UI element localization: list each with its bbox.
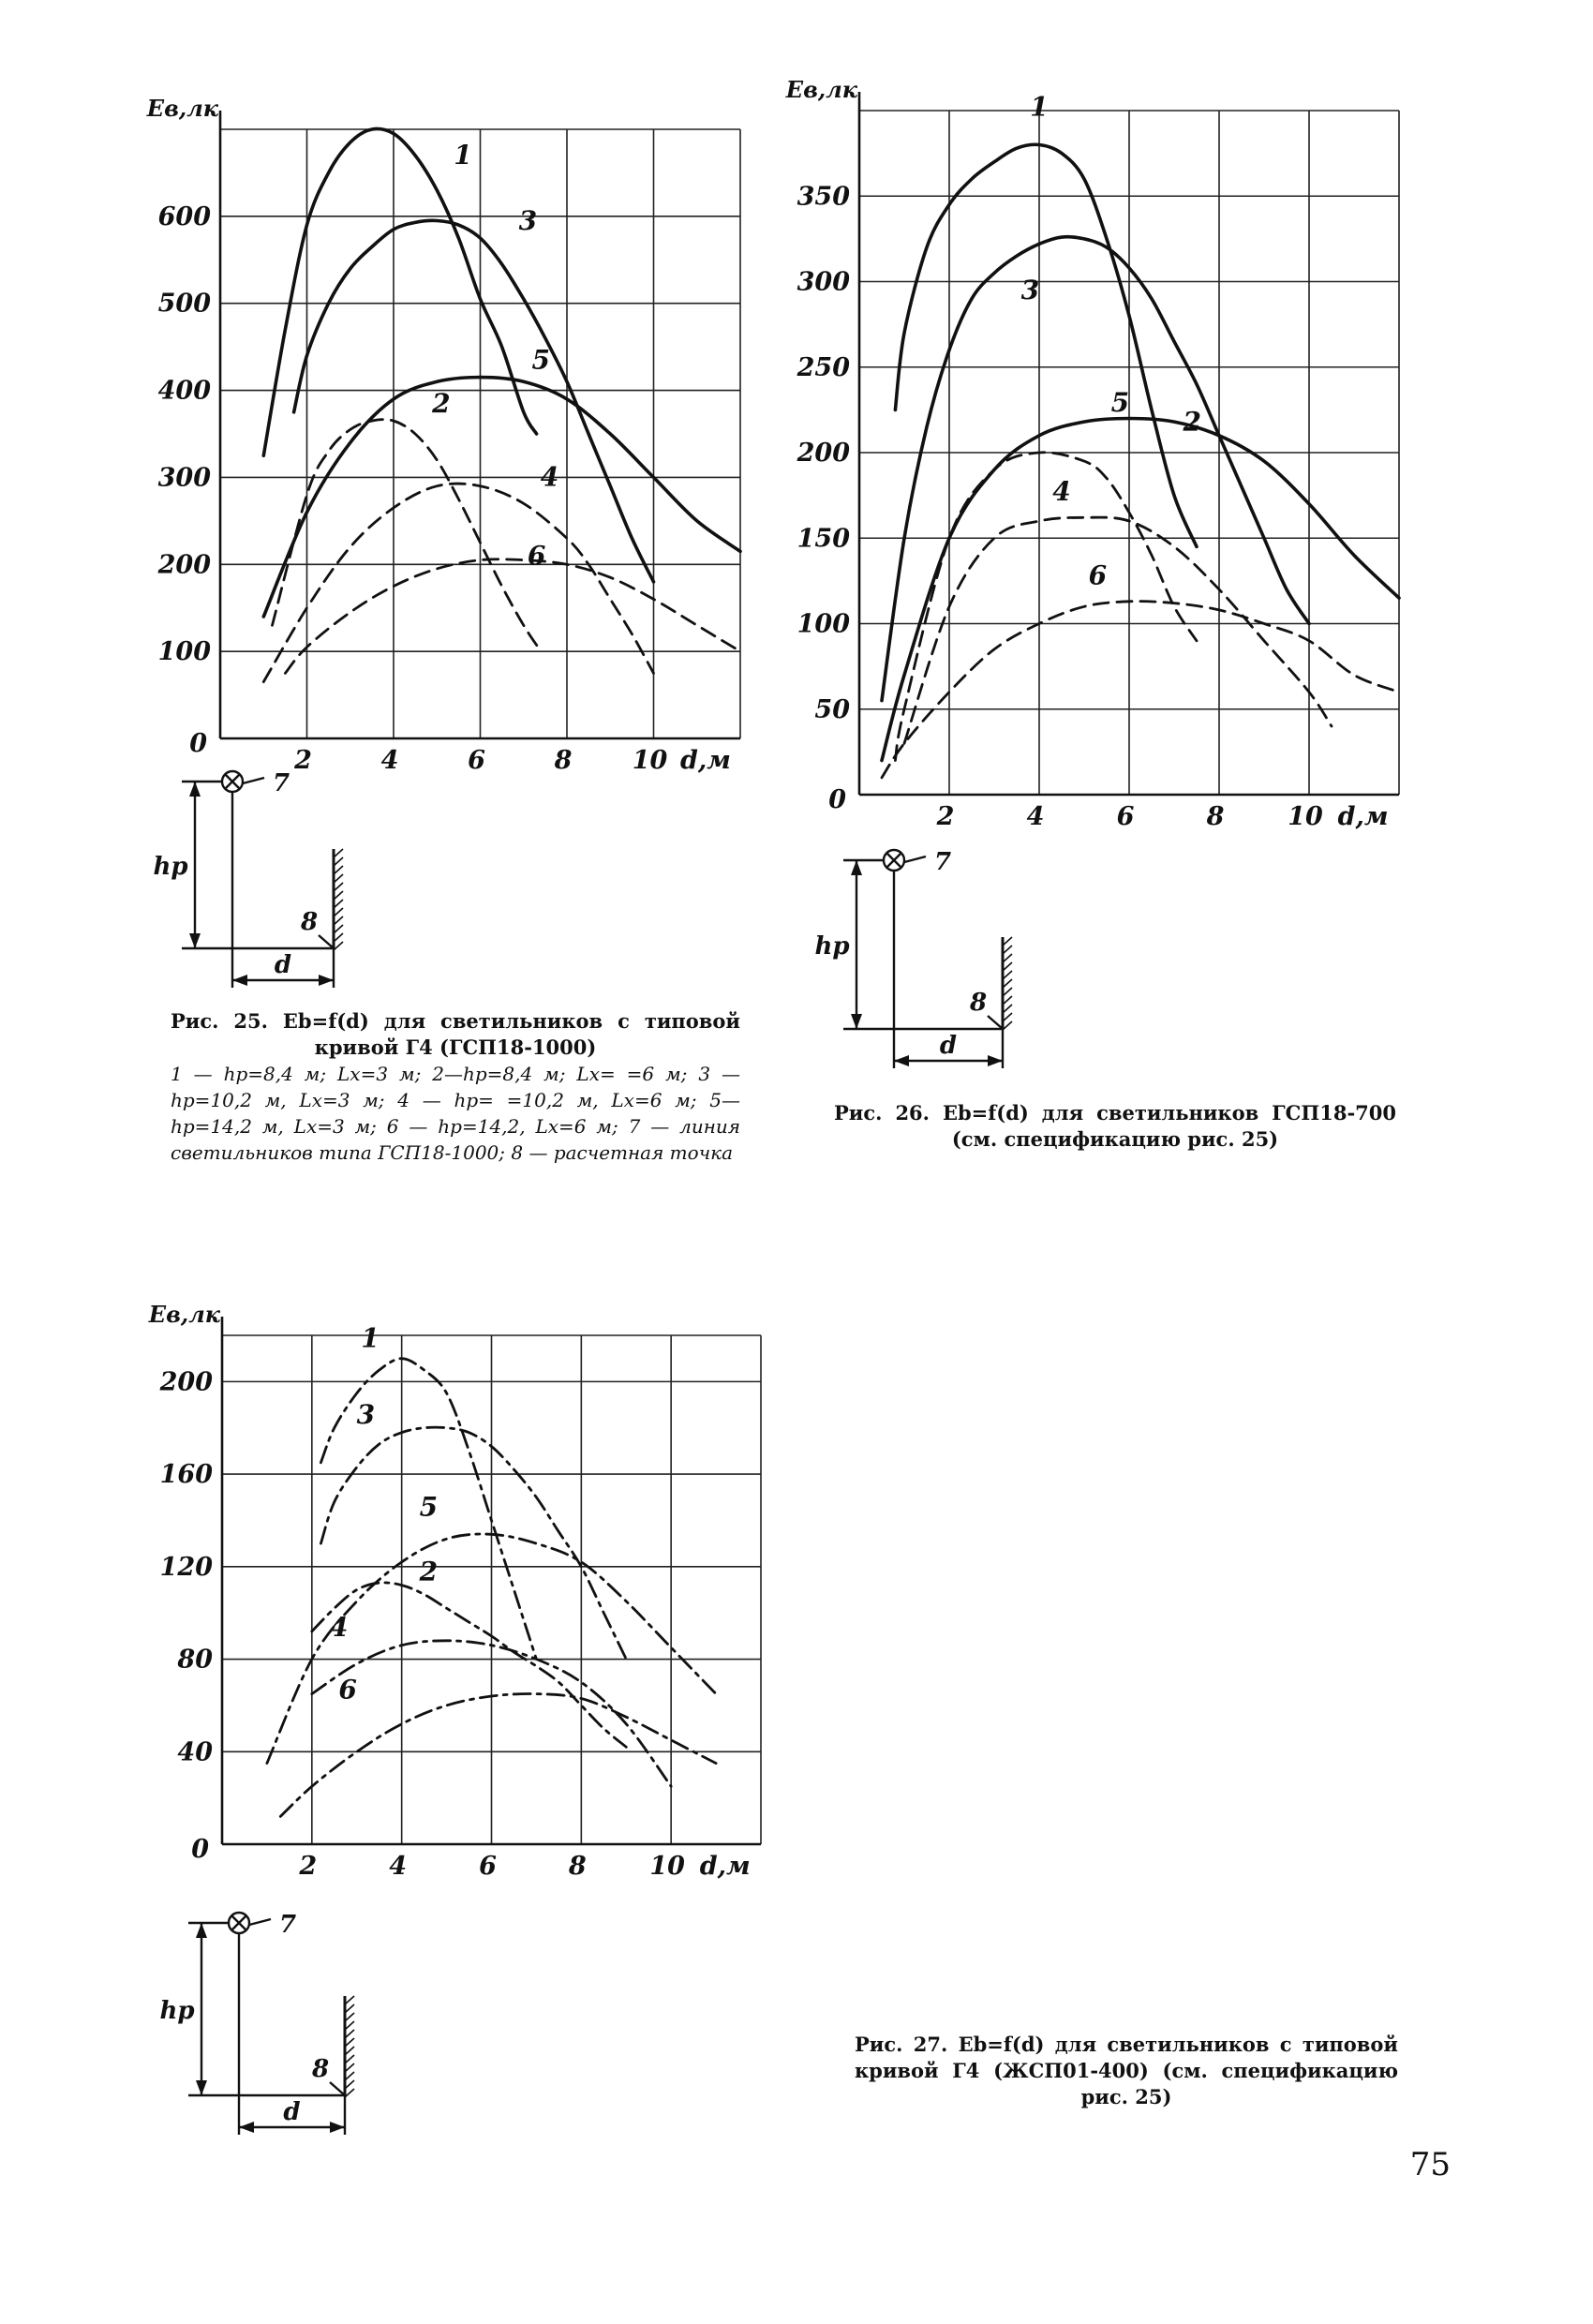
series-line-3 — [294, 220, 654, 582]
x-tick-label-10: 10 — [1288, 802, 1323, 831]
y-tick-label-200: 200 — [159, 1367, 213, 1397]
point-label-8: 8 — [311, 2055, 330, 2083]
y-tick-label-80: 80 — [177, 1645, 213, 1675]
series-label-6: 6 — [527, 540, 546, 572]
series-label-4: 4 — [1052, 476, 1071, 508]
chart-fig25 — [146, 95, 740, 775]
series-line-2 — [273, 420, 542, 651]
lamp-leader — [243, 778, 264, 783]
series-label-1: 1 — [361, 1322, 380, 1354]
y-tick-label-150: 150 — [796, 524, 850, 554]
series-label-3: 3 — [1020, 274, 1040, 305]
point-label-8: 8 — [969, 989, 988, 1017]
hp-arrow-bottom — [851, 1014, 862, 1029]
series-label-1: 1 — [1030, 91, 1049, 123]
y-tick-label-350: 350 — [796, 182, 850, 212]
x-tick-label-10: 10 — [649, 1852, 685, 1881]
x-tick-label-4: 4 — [1026, 802, 1045, 831]
lamp-label-7: 7 — [272, 769, 290, 797]
hp-arrow-top — [851, 860, 862, 875]
series-line-1 — [263, 128, 536, 455]
hp-arrow-bottom — [196, 2080, 207, 2095]
origin-label: 0 — [189, 729, 207, 758]
diagram-fig26 — [814, 848, 1012, 1068]
lamp-label-7: 7 — [278, 1911, 297, 1939]
lamp-leader — [249, 1919, 271, 1925]
x-tick-label-2: 2 — [299, 1852, 318, 1881]
x-axis-label: d,м — [680, 746, 731, 775]
y-tick-label-200: 200 — [157, 550, 211, 580]
x-tick-label-2: 2 — [936, 802, 955, 831]
series-line-3 — [882, 237, 1309, 701]
series-label-1: 1 — [454, 140, 472, 171]
y-axis-label: Eв,лк — [148, 1301, 220, 1328]
point-leader — [319, 935, 334, 948]
diagram-fig25 — [153, 769, 343, 988]
series-label-4: 4 — [540, 461, 559, 493]
origin-label: 0 — [828, 785, 846, 814]
x-tick-label-4: 4 — [380, 746, 399, 775]
d-arrow-right — [988, 1055, 1003, 1066]
lamp-leader — [904, 857, 926, 862]
x-tick-label-10: 10 — [632, 746, 668, 775]
x-tick-label-8: 8 — [568, 1852, 587, 1881]
point-leader — [988, 1016, 1003, 1029]
caption-fig26-title: Рис. 26. Eb=f(d) для светильников ГСП18-700 (см. спецификацию рис. 25) — [834, 1101, 1396, 1151]
caption-fig25-title: Рис. 25. Eb=f(d) для светильников с типовой кривой Г4 (ГСП18-1000) — [171, 1009, 740, 1059]
series-label-2: 2 — [432, 387, 451, 419]
hp-arrow-top — [189, 782, 201, 797]
series-label-6: 6 — [1088, 559, 1108, 591]
series-line-6 — [280, 1694, 716, 1817]
series-line-2 — [895, 453, 1197, 761]
origin-label: 0 — [191, 1835, 209, 1864]
series-label-2: 2 — [1183, 406, 1201, 438]
y-tick-label-100: 100 — [157, 637, 211, 667]
d-arrow-right — [330, 2122, 345, 2133]
y-tick-label-300: 300 — [157, 463, 211, 493]
y-tick-label-100: 100 — [796, 609, 850, 639]
x-axis-label: d,м — [1337, 802, 1389, 831]
caption-fig25-body: 1 — hp=8,4 м; Lx=3 м; 2—hp=8,4 м; Lx= =6 м; 3 — hp=10,2 м, Lx=3 м; 4 — hp= =10,2 м, Lx=6 м; 5—hp=14,2 м, Lx=3 м; 6 — hp=14,2, Lx=6 м; 7 — линия светильников типа ГСП18-1000; 8 — расчетная точка — [171, 1063, 740, 1164]
series-label-4: 4 — [329, 1611, 349, 1643]
caption-fig26 — [834, 1100, 1396, 1153]
series-line-6 — [882, 602, 1399, 778]
gridlines — [859, 111, 1399, 795]
d-arrow-left — [232, 975, 247, 986]
y-tick-label-160: 160 — [159, 1460, 213, 1490]
x-tick-label-8: 8 — [554, 746, 573, 775]
chart-fig26 — [785, 76, 1399, 831]
series-label-2: 2 — [419, 1556, 439, 1587]
point-leader — [330, 2082, 345, 2095]
series-label-5: 5 — [1110, 387, 1130, 419]
y-tick-label-40: 40 — [177, 1737, 213, 1767]
distance-label-d: d — [939, 1032, 958, 1060]
gridlines — [222, 1335, 761, 1844]
series-label-5: 5 — [419, 1491, 439, 1523]
y-tick-label-600: 600 — [157, 201, 211, 231]
series-label-3: 3 — [356, 1398, 376, 1430]
series-label-5: 5 — [531, 344, 550, 376]
series-label-3: 3 — [518, 204, 538, 236]
height-label-hp: hp — [814, 932, 850, 961]
series-label-6: 6 — [338, 1674, 357, 1706]
y-tick-label-200: 200 — [796, 439, 850, 468]
series-line-1 — [895, 144, 1197, 546]
y-axis-label: Eв,лк — [785, 76, 857, 103]
point-label-8: 8 — [300, 908, 319, 936]
x-tick-label-2: 2 — [294, 746, 312, 775]
x-axis-label: d,м — [699, 1852, 751, 1881]
distance-label-d: d — [283, 2098, 301, 2126]
diagram-fig27 — [159, 1911, 354, 2135]
page-number: 75 — [1409, 2146, 1451, 2183]
x-tick-label-6: 6 — [468, 746, 485, 775]
lamp-label-7: 7 — [933, 848, 952, 876]
y-tick-label-500: 500 — [157, 289, 211, 319]
x-tick-label-4: 4 — [389, 1852, 408, 1881]
height-label-hp: hp — [153, 853, 188, 881]
y-tick-label-400: 400 — [157, 376, 211, 406]
d-arrow-left — [239, 2122, 254, 2133]
x-tick-label-8: 8 — [1206, 802, 1225, 831]
caption-fig27 — [855, 2032, 1398, 2110]
caption-fig25 — [171, 1008, 740, 1166]
series-line-2 — [312, 1583, 627, 1747]
x-tick-label-6: 6 — [479, 1852, 497, 1881]
distance-label-d: d — [274, 951, 292, 979]
y-tick-label-50: 50 — [814, 694, 850, 724]
gridlines — [220, 129, 740, 738]
series-line-6 — [285, 559, 740, 674]
y-tick-label-300: 300 — [796, 267, 850, 297]
y-tick-label-250: 250 — [796, 352, 850, 382]
y-tick-label-120: 120 — [159, 1552, 213, 1582]
d-arrow-right — [319, 975, 334, 986]
chart-fig27 — [148, 1301, 761, 1881]
caption-fig27-title: Рис. 27. Eb=f(d) для светильников с типовой кривой Г4 (ЖСП01-400) (см. спецификацию рис. 25) — [855, 2033, 1398, 2108]
y-axis-label: Eв,лк — [146, 95, 218, 122]
series-line-5 — [263, 378, 740, 617]
hp-arrow-top — [196, 1923, 207, 1938]
d-arrow-left — [894, 1055, 909, 1066]
hp-arrow-bottom — [189, 933, 201, 948]
height-label-hp: hp — [159, 1997, 195, 2025]
x-tick-label-6: 6 — [1116, 802, 1135, 831]
